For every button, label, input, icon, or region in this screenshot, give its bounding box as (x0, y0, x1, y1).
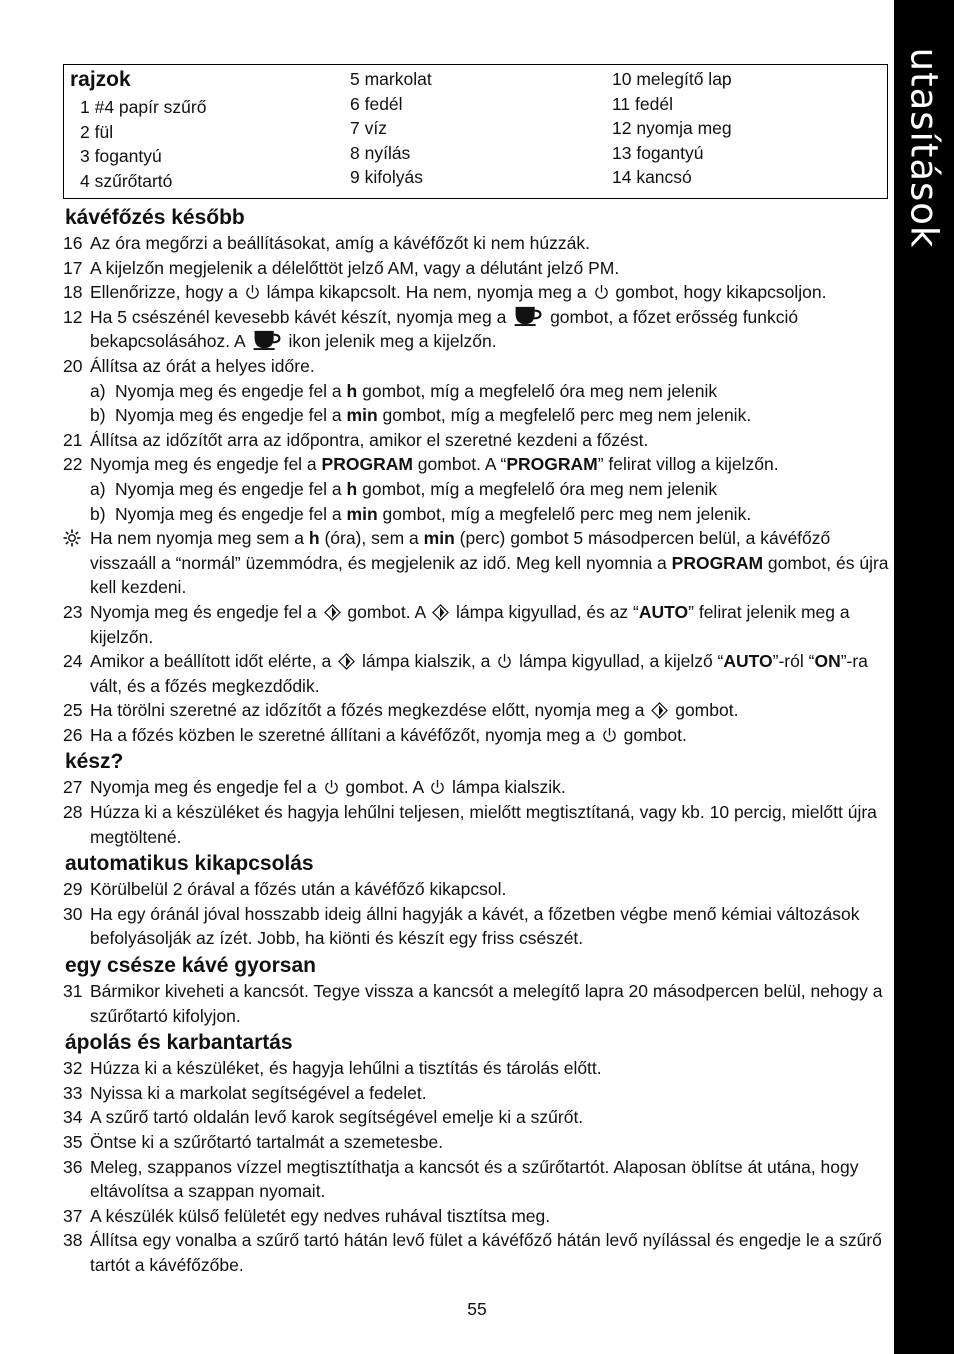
item-number: 29 (63, 879, 83, 900)
button-key-label: AUTO (723, 651, 773, 672)
power-icon (497, 653, 512, 670)
instruction-item (63, 1228, 893, 1277)
button-key-label: min (346, 405, 378, 426)
item-number: 33 (63, 1082, 83, 1103)
instruction-item (63, 428, 893, 453)
instruction-item (63, 354, 893, 379)
button-key-label: h (346, 478, 358, 499)
item-text: gombot, míg a megfelelő perc meg nem jelenik. (382, 405, 752, 426)
part-item: 13 fogantyú (612, 142, 704, 163)
parts-list-box (63, 64, 888, 199)
item-number: 28 (63, 802, 83, 823)
instruction-item (63, 800, 893, 849)
item-text: Nyomja meg és engedje fel a (90, 777, 317, 798)
sub-step (63, 379, 893, 404)
instruction-item (63, 280, 893, 305)
item-text: ikon jelenik meg a kijelzőn. (288, 331, 497, 352)
item-text: Állítsa egy vonalba a szűrő tartó hátán levő fület a kávéfőző hátán levő nyílással és engedje le a szűrő tartót a kávéfőzőbe. (90, 1230, 882, 1275)
part-item: 2 fül (80, 121, 114, 142)
item-text: Amikor a beállított időt elérte, a (90, 651, 332, 672)
instructions-body (63, 203, 893, 1278)
diamond-clock-icon (432, 604, 449, 621)
item-text: lámpa kigyullad, a kijelző “ (519, 651, 724, 672)
item-text: Állítsa az órát a helyes időre. (90, 355, 315, 376)
part-item: 5 markolat (350, 69, 432, 89)
item-text: gombot. (623, 724, 687, 745)
instruction-item (63, 698, 893, 723)
instruction-item (63, 231, 893, 256)
item-text: Öntse ki a szűrőtartó tartalmát a szemetesbe. (90, 1132, 444, 1152)
part-item: 8 nyílás (350, 142, 411, 163)
item-text: Ha a főzés közben le szeretné állítani a kávéfőzőt, nyomja meg a (90, 724, 595, 745)
power-icon (324, 779, 339, 796)
item-text: gombot, míg a megfelelő perc meg nem jelenik. (382, 503, 752, 524)
item-number: 32 (63, 1058, 83, 1079)
part-item: 12 nyomja meg (612, 118, 732, 138)
diamond-clock-icon (324, 604, 341, 621)
button-key-label: PROGRAM (506, 454, 598, 475)
diamond-clock-icon (338, 653, 355, 670)
item-number: 25 (63, 700, 83, 721)
item-number: 16 (63, 233, 83, 253)
item-number: 26 (63, 724, 83, 745)
item-text: Meleg, szappanos vízzel megtisztíthatja a kancsót és a szűrőtartót. Alaposan öblítse át utána, hogy eltávolítsa a szappan nyomait. (90, 1156, 859, 1202)
sun-tip-icon (63, 529, 81, 547)
section-heading: kávéfőzés később (65, 206, 245, 229)
sub-step-label: b) (90, 503, 106, 524)
section-heading: kész? (65, 750, 124, 774)
instruction-item (63, 979, 893, 1028)
power-icon (245, 284, 260, 301)
sub-step-label: a) (90, 478, 106, 499)
item-text: Ellenőrizze, hogy a (90, 282, 238, 303)
item-text: gombot. A “ (417, 454, 507, 475)
item-text: gombot, míg a megfelelő óra meg nem jelenik (362, 380, 718, 401)
part-item: 7 víz (350, 118, 387, 138)
part-item: 9 kifolyás (350, 167, 423, 187)
sub-step (63, 403, 893, 428)
part-item: 14 kancsó (612, 167, 692, 187)
item-number: 34 (63, 1107, 83, 1128)
sidebar-title: utasítások (902, 47, 946, 249)
item-text: Állítsa az időzítőt arra az időpontra, amikor el szeretné kezdeni a főzést. (90, 429, 649, 450)
item-number: 23 (63, 601, 83, 622)
item-text: gombot. A (347, 601, 426, 622)
parts-column-2 (350, 67, 432, 190)
item-number: 30 (63, 903, 83, 924)
power-icon (602, 727, 617, 744)
instruction-item (63, 1155, 893, 1204)
button-key-label: ON (814, 651, 841, 672)
item-number: 17 (63, 257, 83, 278)
sub-step-label: b) (90, 405, 106, 426)
coffee-cup-icon (513, 305, 543, 326)
instruction-item (63, 1204, 893, 1229)
item-text: Húzza ki a készüléket, és hagyja lehűlni a tisztítás és tárolás előtt. (90, 1058, 602, 1079)
item-text: Nyomja meg és engedje fel a (115, 405, 342, 426)
item-text: gombot, a főzet erősség funkció bekapcsolásához. A (90, 306, 799, 352)
instruction-item (63, 723, 893, 748)
item-text: (óra), sem a (324, 528, 419, 549)
part-item: 1 #4 papír szűrő (80, 97, 207, 117)
item-text: Nyissa ki a markolat segítségével a fedelet. (90, 1082, 427, 1103)
parts-column-3 (612, 67, 732, 190)
item-number: 38 (63, 1230, 83, 1251)
section-heading: ápolás és karbantartás (65, 1031, 293, 1055)
parts-column-1 (80, 95, 206, 193)
item-text: A szűrő tartó oldalán levő karok segítségével emelje ki a szűrőt. (90, 1107, 584, 1128)
section-heading: egy csésze kávé gyorsan (65, 954, 316, 978)
item-text: Ha 5 csészénél kevesebb kávét készít, nyomja meg a (90, 306, 507, 327)
item-text: gombot. (675, 700, 739, 721)
part-item: 6 fedél (350, 93, 403, 114)
item-number: 27 (63, 777, 83, 798)
item-text: A készülék külső felületét egy nedves ruhával tisztítsa meg. (90, 1205, 551, 1226)
instruction-item (63, 1056, 893, 1081)
instruction-item (63, 256, 893, 281)
power-icon (594, 284, 609, 301)
item-text: (perc) gombot 5 másodpercen belül, a kávéfőző visszaáll a “normál” üzemmódra, és megjelenik az idő. Meg kell nyomnia a (90, 528, 831, 573)
item-number: 20 (63, 355, 83, 376)
item-text: Ha törölni szeretné az időzítőt a főzés megkezdése előtt, nyomja meg a (90, 700, 645, 721)
instruction-item (63, 452, 893, 477)
part-item: 11 fedél (612, 93, 673, 114)
item-text: lámpa kikapcsolt. Ha nem, nyomja meg a (266, 282, 587, 303)
item-text: ” felirat jelenik meg a kijelzőn. (90, 601, 850, 647)
item-text: gombot, hogy kikapcsoljon. (615, 282, 827, 303)
item-number: 12 (63, 306, 83, 327)
item-text: gombot, míg a megfelelő óra meg nem jelenik (362, 478, 718, 499)
item-text: Nyomja meg és engedje fel a (115, 380, 342, 401)
button-key-label: h (308, 528, 320, 549)
item-text: A kijelzőn megjelenik a délelőttöt jelző AM, vagy a délutánt jelző PM. (90, 257, 620, 278)
item-text: gombot, és újra kell kezdeni. (90, 552, 889, 598)
instruction-item (63, 305, 893, 354)
button-key-label: PROGRAM (671, 552, 764, 573)
tip-note (63, 526, 893, 600)
item-text: Húzza ki a készüléket és hagyja lehűlni teljesen, mielőtt megtisztítaná, vagy kb. 10 percig, mielőtt újra megtöltené. (90, 802, 877, 847)
item-text: Nyomja meg és engedje fel a (90, 601, 317, 622)
instruction-item (63, 1105, 893, 1130)
button-key-label: PROGRAM (321, 454, 413, 475)
sub-step-label: a) (90, 380, 106, 401)
item-text: ”-ra vált, és a főzés megkezdődik. (90, 651, 868, 696)
item-text: Nyomja meg és engedje fel a (90, 454, 317, 475)
sub-step (63, 502, 893, 527)
power-icon (430, 779, 445, 796)
instruction-item (63, 600, 893, 649)
button-key-label: min (423, 528, 455, 549)
instruction-item (63, 1130, 893, 1155)
item-number: 35 (63, 1132, 83, 1152)
section-heading: automatikus kikapcsolás (65, 852, 314, 876)
item-number: 21 (63, 429, 83, 450)
instruction-item (63, 649, 893, 698)
item-text: ” felirat villog a kijelzőn. (597, 454, 779, 475)
item-text: Körülbelül 2 órával a főzés után a kávéfőző kikapcsol. (90, 879, 507, 900)
coffee-cup-icon (252, 329, 282, 350)
item-text: ”-ról “ (772, 651, 815, 672)
item-text: Az óra megőrzi a beállításokat, amíg a kávéfőzőt ki nem húzzák. (90, 233, 590, 253)
sub-step (63, 477, 893, 502)
item-text: gombot. A (345, 777, 424, 798)
part-item: 3 fogantyú (80, 146, 162, 166)
button-key-label: h (346, 380, 358, 401)
item-number: 22 (63, 454, 83, 475)
instruction-item (63, 877, 893, 902)
instruction-item (63, 1081, 893, 1106)
item-text: Ha egy óránál jóval hosszabb ideig állni hagyják a kávét, a főzetben végbe menő kémiai változások befolyásolják az ízét. Jobb, ha kiönti és készít egy friss csészét. (90, 903, 860, 949)
item-number: 18 (63, 282, 83, 303)
item-text: Ha nem nyomja meg sem a (90, 528, 304, 549)
item-number: 37 (63, 1205, 83, 1226)
parts-title: rajzok (70, 68, 131, 91)
button-key-label: AUTO (638, 601, 689, 622)
item-text: lámpa kialszik, a (361, 651, 491, 672)
item-number: 24 (63, 651, 83, 672)
part-item: 4 szűrőtartó (80, 170, 173, 191)
item-text: Nyomja meg és engedje fel a (115, 478, 342, 499)
page-number: 55 (467, 1299, 487, 1319)
instruction-item (63, 775, 893, 800)
instruction-item (63, 902, 893, 951)
item-text: Nyomja meg és engedje fel a (115, 503, 342, 524)
item-text: lámpa kigyullad, és az “ (456, 601, 639, 622)
item-text: Bármikor kiveheti a kancsót. Tegye vissza a kancsót a melegítő lapra 20 másodpercen belül, nehogy a szűrőtartó kifolyjon. (90, 981, 883, 1026)
diamond-clock-icon (651, 702, 668, 719)
item-text: lámpa kialszik. (452, 777, 566, 798)
part-item: 10 melegítő lap (612, 69, 732, 89)
item-number: 31 (63, 981, 83, 1002)
button-key-label: min (346, 503, 378, 524)
item-number: 36 (63, 1156, 83, 1177)
